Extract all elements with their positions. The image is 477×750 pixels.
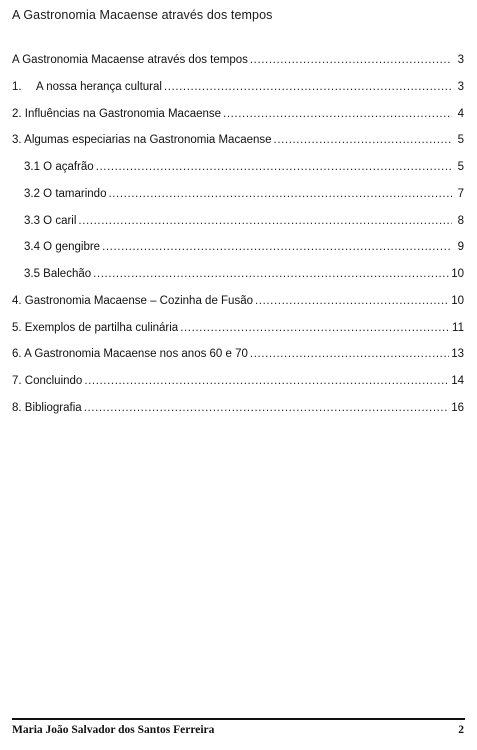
toc-entry-page: 16 (451, 401, 464, 414)
toc-entry-page: 8 (457, 214, 464, 227)
toc-entry[interactable] (12, 348, 464, 375)
toc-entry-text: A nossa herança cultural (36, 80, 162, 93)
toc-dot-leader (96, 161, 452, 173)
toc-entry-title: 3.4 O gengibre (24, 241, 101, 254)
toc-entry-title: 5. Exemplos de partilha culinária (12, 321, 179, 334)
toc-entry-page: 5 (457, 134, 464, 147)
toc-entry-title: 3.1 O açafrão (24, 161, 94, 173)
toc-dot-leader (93, 268, 449, 280)
toc-entry-title: 4. Gastronomia Macaense – Cozinha de Fusão (12, 294, 253, 307)
toc-entry-page: 3 (457, 80, 464, 93)
toc-subentry[interactable] (12, 161, 464, 188)
toc-entry-title: 3. Algumas especiarias na Gastronomia Macaense (12, 134, 272, 147)
toc-dot-leader (250, 54, 452, 66)
toc-dot-leader (180, 322, 450, 334)
toc-entry-title: A Gastronomia Macaense através dos tempos (12, 54, 248, 66)
toc-entry[interactable] (12, 54, 464, 81)
toc-entry-page: 13 (451, 348, 464, 361)
toc-entry-title: 6. A Gastronomia Macaense nos anos 60 e 70 (12, 348, 248, 361)
toc-entry-page: 10 (451, 268, 464, 280)
footer-author: Maria João Salvador dos Santos Ferreira (12, 724, 215, 736)
toc-entry-page: 9 (457, 241, 464, 254)
toc-dot-leader (84, 375, 449, 387)
toc-dot-leader (84, 402, 450, 414)
footer-page-number: 2 (458, 724, 464, 736)
toc-entry-page: 4 (457, 107, 464, 120)
toc-entry-title (12, 81, 162, 93)
toc-subentry[interactable] (12, 215, 464, 242)
toc-entry[interactable] (12, 322, 464, 349)
toc-dot-leader (102, 241, 452, 253)
toc-entry-page: 5 (457, 161, 464, 173)
toc-entry[interactable] (12, 295, 464, 322)
toc-entry-title: 2. Influências na Gastronomia Macaense (12, 107, 222, 120)
toc-entry[interactable] (12, 402, 464, 429)
toc-entry[interactable] (12, 134, 464, 161)
toc-entry-page: 7 (457, 187, 464, 200)
toc-dot-leader (250, 348, 449, 360)
toc-dot-leader (255, 295, 449, 307)
toc-entry[interactable] (12, 81, 464, 108)
toc-dot-leader (164, 81, 452, 93)
toc-entry-title: 7. Concluindo (12, 375, 83, 387)
toc-entry-title: 8. Bibliografia (12, 401, 82, 414)
footer-divider (12, 718, 465, 720)
toc-entry[interactable] (12, 108, 464, 135)
toc-subentry[interactable] (12, 188, 464, 215)
toc-dot-leader (274, 134, 452, 146)
toc-dot-leader (108, 188, 452, 200)
toc-dot-leader (78, 215, 452, 227)
toc-entry-title: 3.2 O tamarindo (24, 187, 107, 200)
toc-entry-title: 3.5 Balechão (24, 268, 92, 280)
toc-entry-title: 3.3 O caril (24, 214, 77, 227)
page-header-title: A Gastronomia Macaense através dos tempos (12, 8, 273, 22)
toc-entry-page: 14 (451, 375, 464, 387)
toc-dot-leader (223, 108, 452, 120)
toc-subentry[interactable] (12, 268, 464, 295)
toc-entry-number: 1. (12, 80, 22, 93)
toc-entry-page: 11 (452, 321, 464, 334)
toc-entry-page: 3 (457, 54, 464, 66)
toc-entry[interactable] (12, 375, 464, 402)
toc-entry-page: 10 (451, 294, 464, 307)
toc-subentry[interactable] (12, 241, 464, 268)
table-of-contents (12, 54, 464, 429)
